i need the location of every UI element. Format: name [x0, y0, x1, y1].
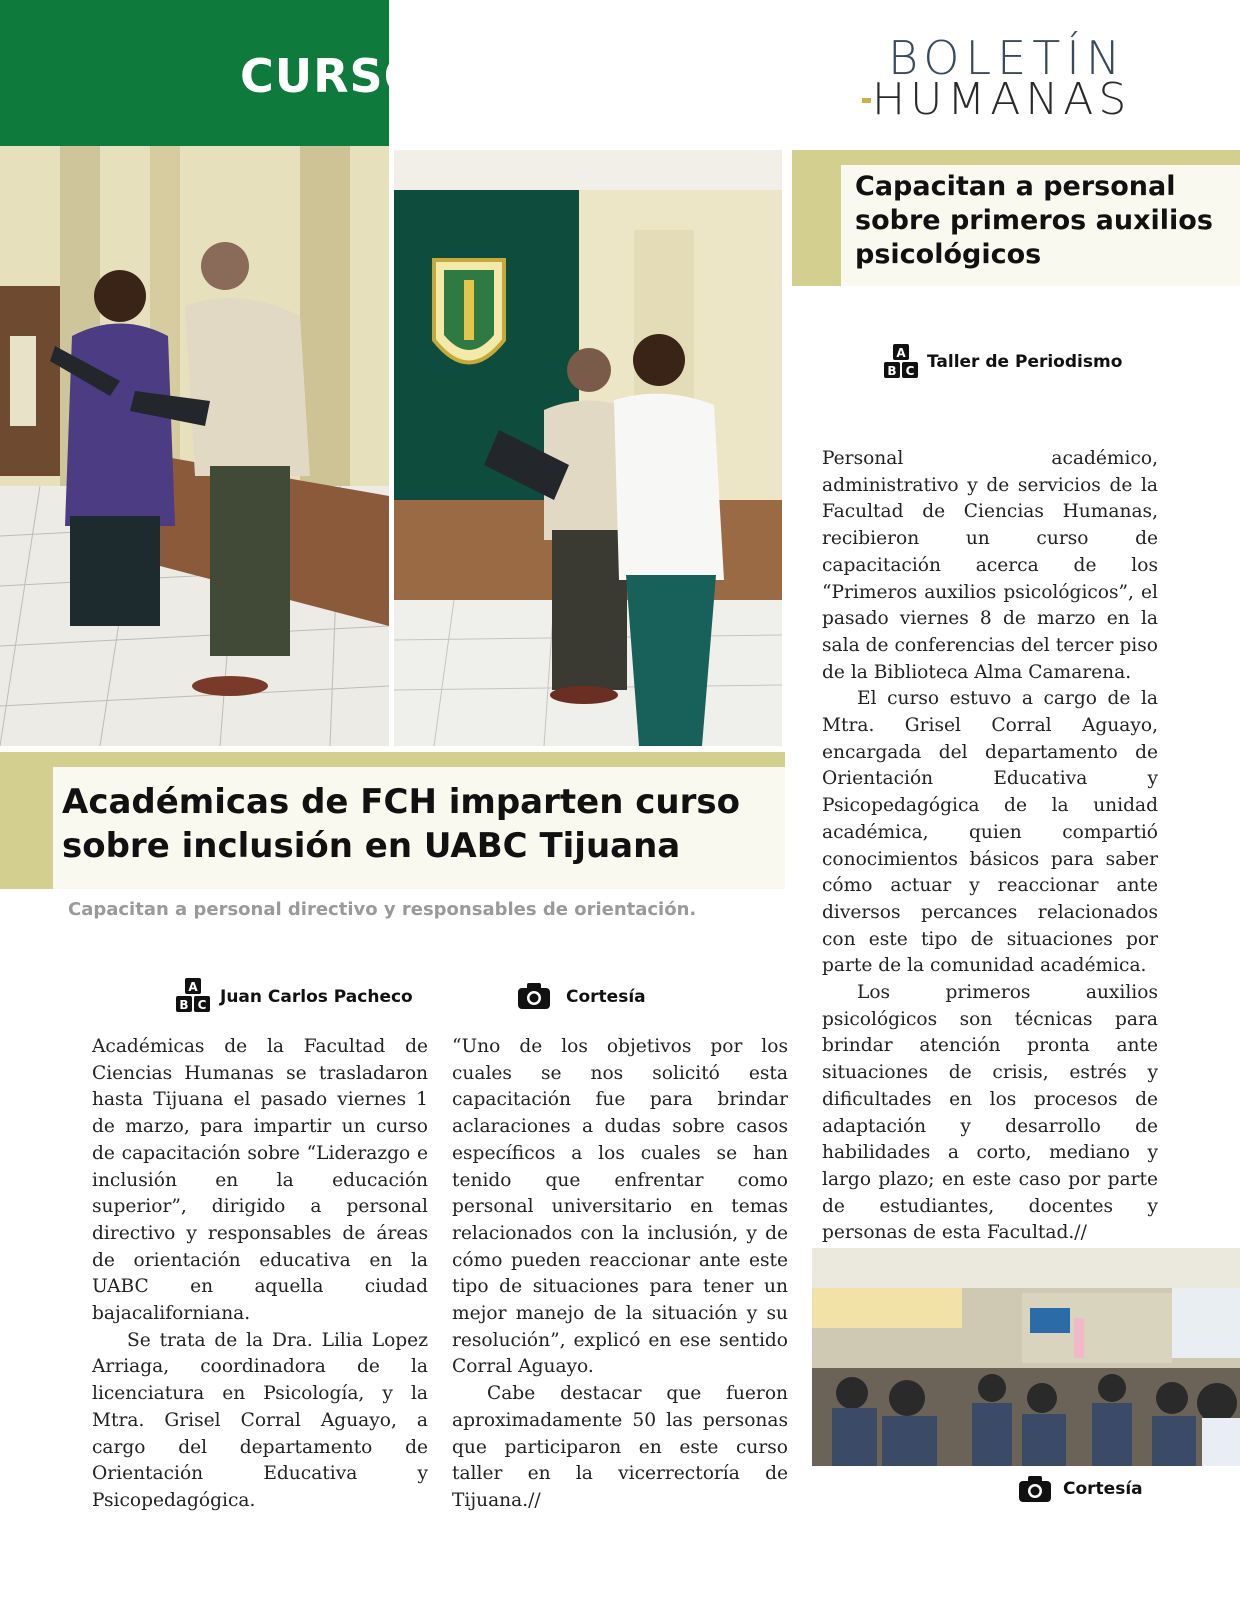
logo-line-2: HUMANAS	[872, 74, 1132, 125]
photo-conference-room	[812, 1248, 1240, 1466]
svg-text:A: A	[896, 346, 906, 360]
main-story-title: Académicas de FCH imparten curso sobre inclusión en UABC Tijuana	[62, 782, 740, 866]
sidebar-byline	[884, 344, 918, 384]
sidebar-paragraph-2: El curso estuvo a cargo de la Mtra. Grisel Corral Aguayo, encargada del departamento de Orientación Educativa y Psicopedagógica de la unidad académica, quien compartió conocimientos básicos para saber cómo actuar y reaccionar ante diversos percances relacionados con este tipo de situaciones por parte de la comunidad académica.	[822, 688, 1158, 977]
boletin-humanas-logo	[862, 31, 1192, 125]
camera-icon	[518, 983, 550, 1009]
section-title: CURSOS	[240, 49, 458, 103]
abc-blocks-icon	[884, 344, 918, 380]
svg-text:C: C	[197, 998, 207, 1012]
main-col2-paragraph-1: “Uno de los objetivos por los cuales se nos solicitó esta capacitación fue para brindar aclaraciones a dudas sobre casos específicos a los cuales se han tenido que enfrentar como personal universitario en temas relacionados con la inclusión, y de cómo pueden reaccionar ante este tipo de situaciones para tener un mejor manejo de la situación y su resolución”, explicó en ese sentido Corral Aguayo.	[452, 1036, 788, 1378]
sidebar-story-title: Capacitan a personal sobre primeros auxilios psicológicos	[855, 171, 1213, 270]
main-headline-accent-bar	[0, 752, 785, 767]
svg-text:C: C	[905, 364, 915, 378]
abc-blocks-icon	[176, 978, 210, 1014]
sidebar-photo-credit	[1019, 1476, 1051, 1506]
camera-icon	[1019, 1476, 1051, 1502]
sidebar-headline-accent-bar	[792, 150, 1240, 165]
main-col1-paragraph-2: Se trata de la Dra. Lilia Lopez Arriaga, coordinadora de la licenciatura en Psicología, y la Mtra. Grisel Corral Aguayo, a cargo del departamento de Orientación Educativa y Psicopedagógica.	[92, 1329, 428, 1511]
main-byline	[176, 978, 210, 1018]
sidebar-paragraph-1: Personal académico, administrativo y de servicios de la Facultad de Ciencias Humanas, recibieron un curso de capacitación acerca de los “Primeros auxilios psicológicos”, el pasado viernes 8 de marzo en la sala de conferencias del tercer piso de la Biblioteca Alma Camarena.	[822, 448, 1158, 683]
main-col1-paragraph-1: Académicas de la Facultad de Ciencias Humanas se trasladaron hasta Tijuana el pasado viernes 1 de marzo, para impartir un curso de capacitación sobre “Liderazgo e inclusión en la educación superior”, dirigido a personal directivo y responsables de áreas de orientación educativa en la UABC en aquella ciudad bajacaliforniana.	[92, 1036, 428, 1325]
main-story-column-1	[92, 1034, 428, 1515]
main-headline-accent-side	[0, 752, 53, 889]
main-col2-paragraph-2: Cabe destacar que fueron aproximadamente 50 las personas que participaron en este curso taller en la vicerrectoría de Tijuana.//	[452, 1383, 788, 1511]
sidebar-byline-name: Taller de Periodismo	[927, 352, 1123, 372]
main-photo-credit-text: Cortesía	[566, 987, 646, 1007]
sidebar-paragraph-3: Los primeros auxilios psicológicos son técnicas para brindar atención pronta ante situaciones de crisis, estrés y dificultades en los procesos de adaptación y desarrollo de habilidades a corto, mediano y largo plazo; en este caso por parte de estudiantes, docentes y personas de esta Facultad.//	[822, 982, 1158, 1244]
svg-text:B: B	[179, 998, 189, 1012]
photo-certificate-handover-1	[0, 146, 389, 746]
sidebar-story-body	[822, 446, 1158, 1247]
main-story-column-2	[452, 1034, 788, 1515]
svg-text:B: B	[887, 364, 897, 378]
main-photo-credit	[518, 983, 550, 1013]
main-byline-name: Juan Carlos Pacheco	[220, 987, 413, 1007]
svg-text:A: A	[188, 980, 198, 994]
main-story-subtitle: Capacitan a personal directivo y responsables de orientación.	[68, 899, 697, 920]
sidebar-headline-accent-side	[792, 150, 841, 286]
logo-accent-mark	[862, 98, 871, 103]
logo-line-1: BOLETÍN	[888, 31, 1127, 85]
photo-certificate-handover-2	[394, 150, 782, 746]
sidebar-photo-credit-text: Cortesía	[1063, 1479, 1143, 1499]
